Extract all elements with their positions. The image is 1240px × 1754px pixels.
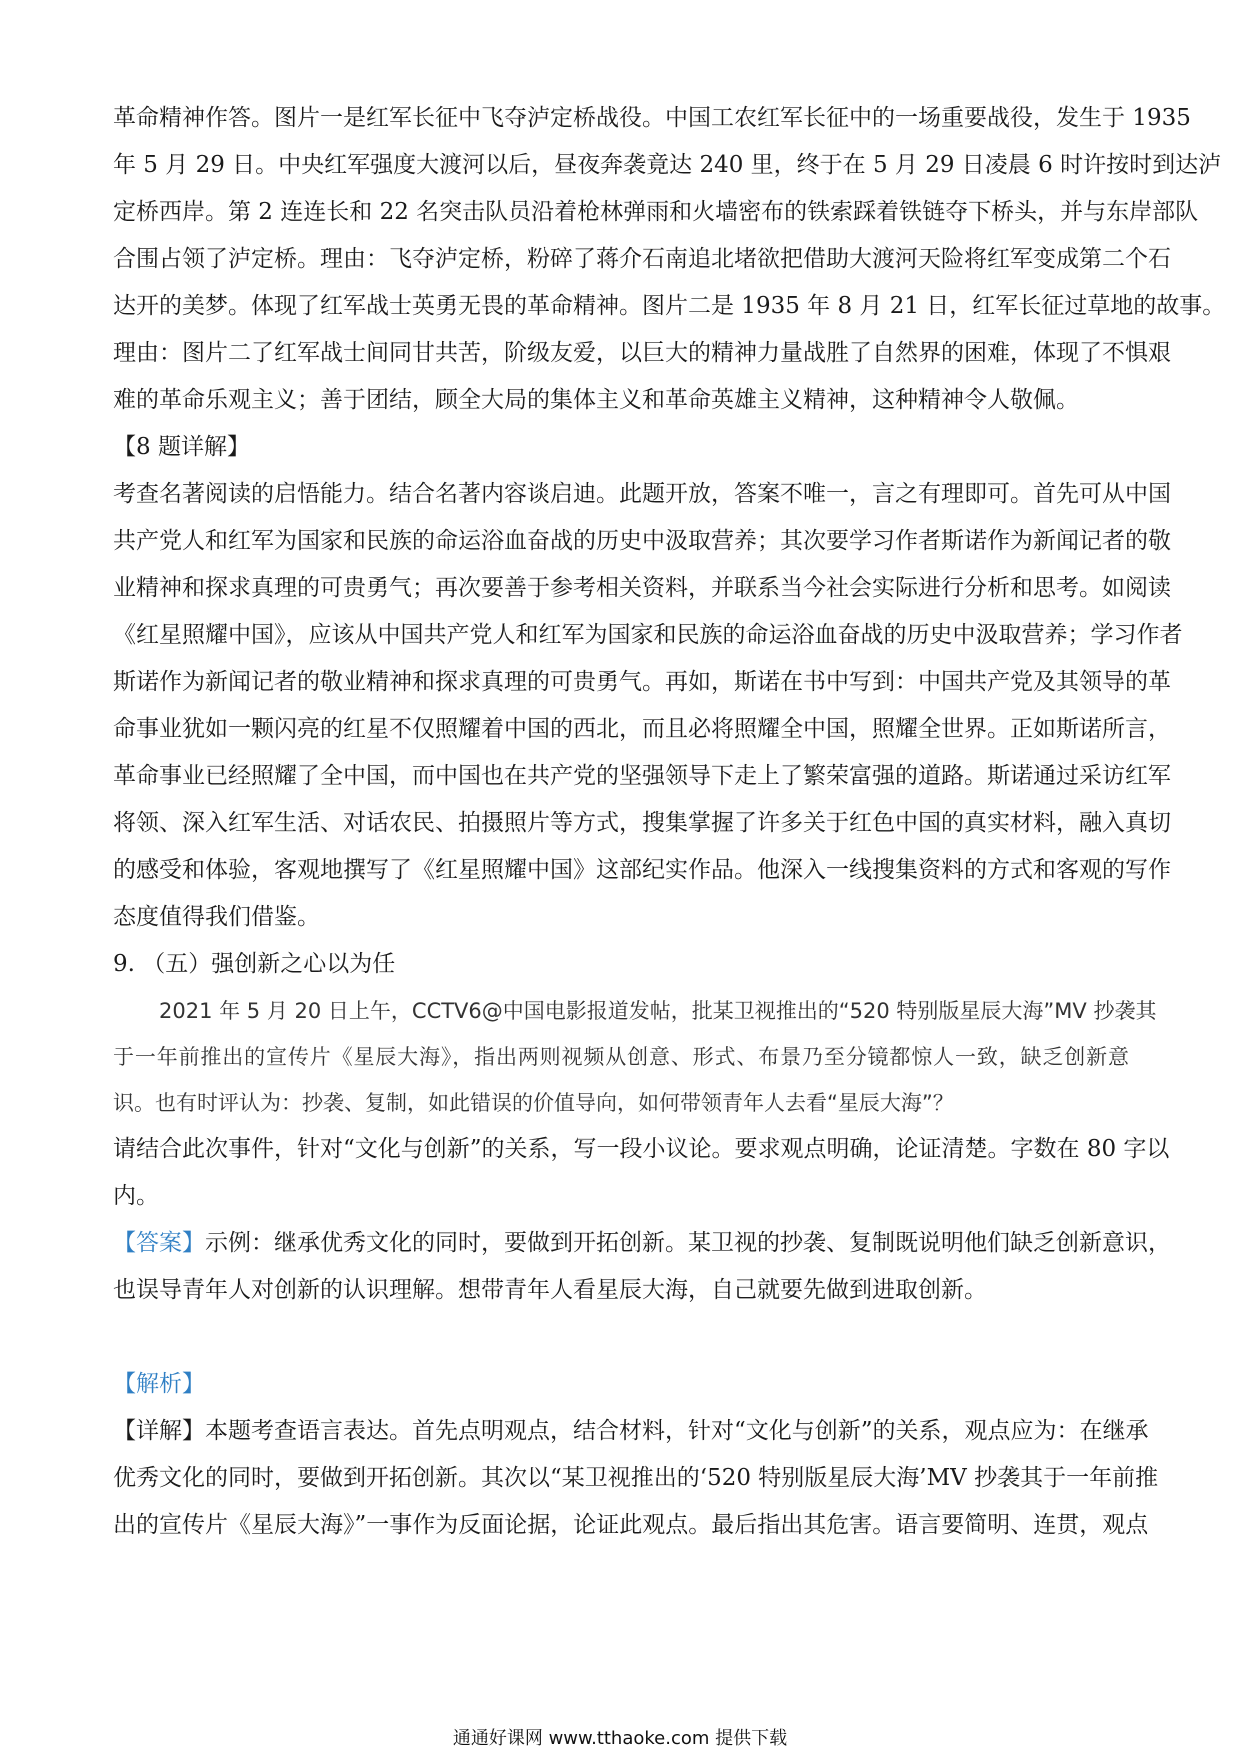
- material-line: 于一年前推出的宣传片《星辰大海》，指出两则视频从创意、形式、布景乃至分镜都惊人一致，缺乏创新意: [113, 1045, 1129, 1069]
- material-line: 识。也有时评认为：抄袭、复制，如此错误的价值导向，如何带领青年人去看“星辰大海”？: [113, 1091, 954, 1115]
- answer-line: 也误导青年人对创新的认识理解。想带青年人看星辰大海，自己就要先做到进取创新。: [113, 1277, 987, 1303]
- answer-text: 示例：继承优秀文化的同时，要做到开拓创新。某卫视的抄袭、复制既说明他们缺乏创新意识，: [205, 1230, 1171, 1256]
- prompt-line: 请结合此次事件，针对“文化与创新”的关系，写一段小议论。要求观点明确，论证清楚。字数在 80 字以: [113, 1136, 1170, 1162]
- paragraph-line: 斯诺作为新闻记者的敬业精神和探求真理的可贵勇气。再如，斯诺在书中写到：中国共产党及其领导的革: [113, 669, 1171, 695]
- prompt-line: 内。: [113, 1183, 159, 1209]
- page-footer: 通通好课网 www.tthaoke.com 提供下载: [452, 1728, 788, 1749]
- detail-line: 优秀文化的同时，要做到开拓创新。其次以“某卫视推出的‘520 特别版星辰大海’MV 抄袭其于一年前推: [113, 1465, 1159, 1491]
- paragraph-line: 共产党人和红军为国家和民族的命运浴血奋战的历史中汲取营养；其次要学习作者斯诺作为新闻记者的敬: [113, 528, 1171, 554]
- analysis-label: 【解析】: [113, 1371, 205, 1397]
- paragraph-line: 命事业犹如一颗闪亮的红星不仅照耀着中国的西北，而且必将照耀全中国，照耀全世界。正如斯诺所言，: [113, 716, 1171, 742]
- paragraph-line: 的感受和体验，客观地撰写了《红星照耀中国》这部纪实作品。他深入一线搜集资料的方式和客观的写作: [113, 857, 1171, 883]
- paragraph-line: 《红星照耀中国》，应该从中国共产党人和红军为国家和民族的命运浴血奋战的历史中汲取营养；学习作者: [113, 622, 1183, 648]
- detail-line: 【详解】本题考查语言表达。首先点明观点，结合材料，针对“文化与创新”的关系，观点应为：在继承: [113, 1418, 1149, 1444]
- paragraph-line: 年 5 月 29 日。中央红军强度大渡河以后，昼夜奔袭竟达 240 里，终于在 5 月 29 日凌晨 6 时许按时到达泸: [113, 152, 1222, 178]
- paragraph-line: 态度值得我们借鉴。: [113, 904, 320, 930]
- material-line: 2021 年 5 月 20 日上午，CCTV6@中国电影报道发帖，批某卫视推出的“520 特别版星辰大海”MV 抄袭其: [159, 999, 1157, 1023]
- answer-line: [113, 1220, 1171, 1267]
- paragraph-line: 合围占领了泸定桥。理由：飞夺泸定桥，粉碎了蒋介石南追北堵欲把借助大渡河天险将红军变成第二个石: [113, 246, 1171, 272]
- paragraph-line: 将领、深入红军生活、对话农民、拍摄照片等方式，搜集掌握了许多关于红色中国的真实材料，融入真切: [113, 810, 1171, 836]
- question-9-title: 9. （五）强创新之心以为任: [113, 951, 396, 977]
- answer-label: 【答案】: [113, 1230, 205, 1256]
- paragraph-line: 业精神和探求真理的可贵勇气；再次要善于参考相关资料，并联系当今社会实际进行分析和思考。如阅读: [113, 575, 1171, 601]
- detail-line: 出的宣传片《星辰大海》”一事作为反面论据，论证此观点。最后指出其危害。语言要简明、连贯，观点: [113, 1512, 1149, 1538]
- paragraph-line: 达开的美梦。体现了红军战士英勇无畏的革命精神。图片二是 1935 年 8 月 21 日，红军长征过草地的故事。: [113, 293, 1226, 319]
- section-heading-8: 【8 题详解】: [113, 434, 250, 460]
- paragraph-line: 考查名著阅读的启悟能力。结合名著内容谈启迪。此题开放，答案不唯一，言之有理即可。首先可从中国: [113, 481, 1171, 507]
- paragraph-line: 难的革命乐观主义；善于团结，顾全大局的集体主义和革命英雄主义精神，这种精神令人敬佩。: [113, 387, 1079, 413]
- paragraph-line: 定桥西岸。第 2 连连长和 22 名突击队员沿着枪林弹雨和火墙密布的铁索踩着铁链夺下桥头，并与东岸部队: [113, 199, 1199, 225]
- paragraph-line: 理由：图片二了红军战士间同甘共苦，阶级友爱，以巨大的精神力量战胜了自然界的困难，体现了不惧艰: [113, 340, 1171, 366]
- paragraph-line: 革命事业已经照耀了全中国，而中国也在共产党的坚强领导下走上了繁荣富强的道路。斯诺通过采访红军: [113, 763, 1171, 789]
- document-body: [113, 95, 1226, 1549]
- spacer: [113, 1314, 1129, 1361]
- paragraph-line: 革命精神作答。图片一是红军长征中飞夺泸定桥战役。中国工农红军长征中的一场重要战役，发生于 1935: [113, 105, 1191, 131]
